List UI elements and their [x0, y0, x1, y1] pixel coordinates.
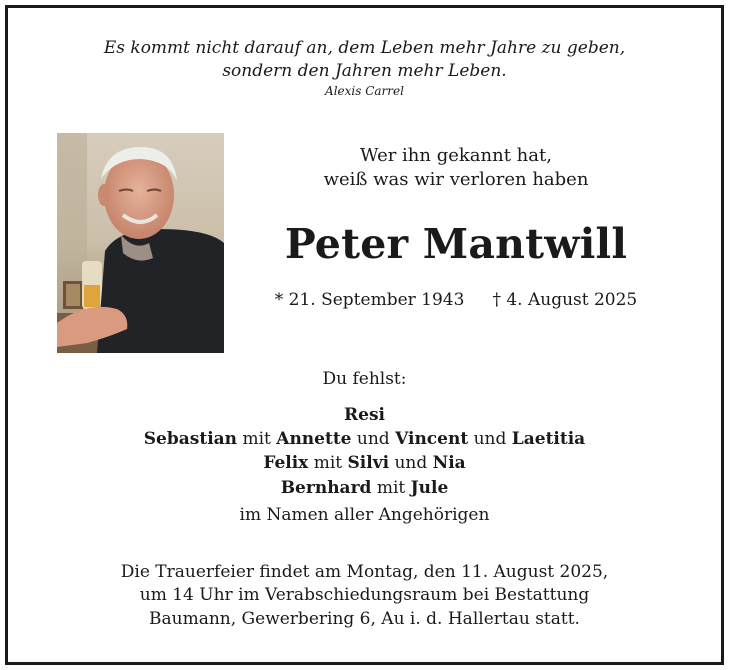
family-line-4	[0, 477, 729, 499]
quote-author: Alexis Carrel	[325, 84, 404, 98]
connector: mit	[242, 429, 271, 449]
connector: mit	[313, 453, 343, 473]
portrait-photo	[57, 133, 224, 353]
family-name: Laetitia	[511, 429, 586, 449]
family-name: Silvi	[347, 453, 390, 473]
family-name: Felix	[263, 453, 309, 473]
family-name: Bernhard	[280, 478, 372, 498]
quote-line-1: Es kommt nicht darauf an, dem Leben mehr Jahre zu geben,	[103, 38, 626, 58]
family-line-2	[0, 428, 729, 450]
intro-line-2: weiß was wir verloren haben	[323, 169, 589, 190]
connector: und	[394, 453, 428, 473]
death-date: † 4. August 2025	[492, 290, 638, 310]
deceased-name: Peter Mantwill	[284, 220, 628, 268]
family-line-5: im Namen aller Angehörigen	[239, 505, 490, 525]
family-name: Resi	[344, 405, 385, 425]
service-line-2: um 14 Uhr im Verabschiedungsraum bei Bestattung	[139, 585, 590, 605]
family-name: Annette	[276, 429, 352, 449]
missed-text: Du fehlst:	[322, 369, 407, 389]
life-dates	[240, 290, 672, 310]
family-name: Nia	[432, 453, 466, 473]
family-name: Vincent	[395, 429, 469, 449]
birth-date: * 21. September 1943	[274, 290, 465, 310]
quote-line-2: sondern den Jahren mehr Leben.	[222, 61, 507, 81]
connector: und	[473, 429, 507, 449]
connector: und	[356, 429, 390, 449]
family-name: Jule	[410, 478, 449, 498]
family-line-3	[0, 452, 729, 474]
family-name: Sebastian	[143, 429, 238, 449]
service-line-1: Die Trauerfeier findet am Montag, den 11. August 2025,	[120, 562, 609, 582]
family-line-1	[0, 404, 729, 426]
service-line-3: Baumann, Gewerbering 6, Au i. d. Hallertau statt.	[149, 609, 580, 629]
intro-line-1: Wer ihn gekannt hat,	[360, 145, 552, 166]
connector: mit	[376, 478, 406, 498]
